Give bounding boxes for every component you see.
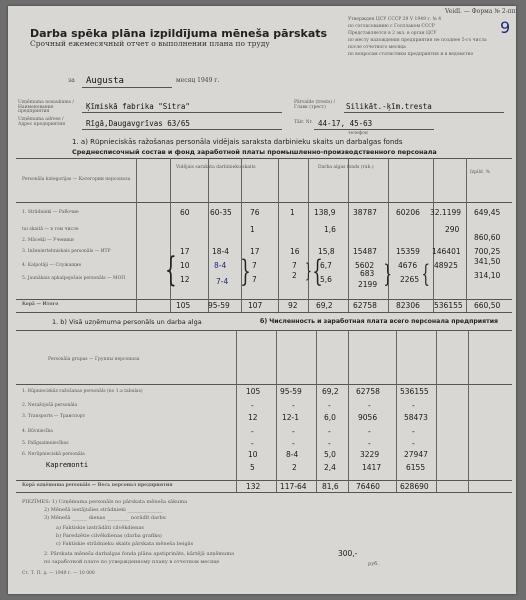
cell: - — [368, 401, 371, 410]
cell: 3229 — [360, 450, 380, 459]
row-label: Kopā — Итого — [22, 302, 59, 307]
cell: 314,10 — [474, 271, 501, 280]
row-label: 3. Transports — Транспорт — [22, 414, 86, 419]
row-label: 1. Rūpnieciskās ražošanas personāls (no 1.a tabulas) — [22, 389, 143, 394]
cell: 58473 — [404, 413, 428, 422]
cell: - — [328, 439, 331, 448]
address-label: Uzņēmuma adrese / Адрес предприятия — [18, 117, 66, 127]
form-title-lv: Darba spēka plāna izpildījuma mēneša pārskats — [30, 27, 328, 40]
cell: 12 — [180, 275, 190, 284]
cell: 2265 — [400, 275, 420, 284]
cell: - — [251, 427, 254, 436]
cell: 15487 — [353, 247, 377, 256]
repair-label: Kapremonti — [46, 461, 89, 469]
cell: 92 — [288, 301, 298, 310]
col-category-header: Personāla kategorijas — Категории персонала — [22, 177, 131, 182]
cell: 138,9 — [314, 208, 336, 217]
cell: 7 — [252, 275, 257, 284]
cell: 7 — [292, 261, 297, 270]
cell: 536155 — [400, 387, 429, 396]
cell: 12-1 — [282, 413, 300, 422]
cell: 81,6 — [322, 482, 339, 491]
enterprise-name: Ķīmiskā fabrika "Sitra" — [86, 102, 190, 111]
cell: 1 — [250, 225, 255, 234]
cell: 95-59 — [280, 387, 302, 396]
cell: 105 — [176, 301, 191, 310]
phone-value: 44-17, 45-63 — [318, 119, 373, 128]
phone-label: Tālr. Nr. — [294, 120, 313, 125]
enterprise-address: Rīgā,Daugavgrīvas 63/65 — [86, 119, 190, 128]
approval-line: Представляется в 2 экз. в орган ЦСУ — [348, 31, 437, 36]
note-line: c) Faktiskie strādnieku skaits pārskata mēneša beigās — [56, 541, 194, 547]
cell: 69,2 — [322, 387, 339, 396]
approval-line: Утвержден ЦСУ СССР 29 V 1949 г. № 4 — [348, 17, 442, 22]
cell: 290 — [445, 225, 460, 234]
cell: 15,8 — [318, 247, 335, 256]
col-fund-header: Darba algas fonds (rub.) — [318, 165, 374, 170]
cell: 2,4 — [324, 463, 336, 472]
brace-mark: { — [312, 254, 323, 289]
section1a-title-ru: Среднесписочный состав и фонд заработной платы промышленно-производственного персонала — [72, 148, 437, 156]
cell: 82306 — [396, 301, 420, 310]
cell: - — [251, 401, 254, 410]
cell: 62758 — [353, 301, 377, 310]
cell: 5602 — [355, 261, 375, 270]
row-label: tai skaitā — в том числе — [22, 227, 79, 232]
cell: 2199 — [358, 280, 378, 289]
approval-line: после отчетного месяца — [348, 45, 406, 50]
form-corner-label: Veidl. — Форма № 2-пп — [445, 8, 516, 15]
cell: - — [292, 439, 295, 448]
cell: 6155 — [406, 463, 426, 472]
cell: 683 — [360, 269, 375, 278]
cell: 649,45 — [474, 208, 501, 217]
cell: 9056 — [358, 413, 378, 422]
section1b-title-ru: б) Численность и заработная плата всего персонала предприятия — [260, 318, 499, 325]
brace-mark: { — [421, 260, 430, 288]
row-label: 6. Nerūpnieciskā personāla — [22, 452, 85, 457]
cell: 1,6 — [324, 225, 336, 234]
cell: - — [328, 427, 331, 436]
cell: 5,0 — [324, 450, 336, 459]
cell: 660,50 — [474, 301, 501, 310]
cell: 48925 — [434, 261, 458, 270]
amount-value: 300,- — [338, 549, 358, 558]
amount-unit: руб. — [368, 561, 379, 567]
cell: - — [412, 401, 415, 410]
row-label: 5. Jaunākais apkalpojošais personāls — МОП — [22, 276, 126, 281]
cell: 62758 — [356, 387, 380, 396]
cell: 5 — [250, 463, 255, 472]
brace-mark: { — [164, 250, 177, 290]
approval-line: по вопросам статистики предприятия и в ведомство — [348, 52, 474, 57]
cell: 7-4 — [216, 277, 229, 286]
brace-mark: } — [240, 254, 251, 289]
cell: 60 — [180, 208, 190, 217]
cell: 95-59 — [208, 301, 230, 310]
cell: 1 — [290, 208, 295, 217]
cell: 10 — [180, 261, 190, 270]
cell: 132 — [246, 482, 261, 491]
cell: - — [412, 439, 415, 448]
cell: 16 — [290, 247, 300, 256]
year-label: месяц 1949 г. — [176, 77, 220, 84]
row-label: 1. Strādnieki — Рабочие — [22, 210, 79, 215]
brace-mark: } — [383, 260, 392, 288]
phone-sub: телефон — [348, 131, 368, 136]
approval-line: по согласованию с Госпланом СССР — [348, 24, 435, 29]
cell: 69,2 — [316, 301, 333, 310]
cell: 60-35 — [210, 208, 232, 217]
cell: 107 — [248, 301, 263, 310]
enterprise-name-label: Uzņēmuma nosaukums / Наименование предприятия — [18, 100, 74, 114]
cell: 2 — [292, 271, 297, 280]
section1a-title-lv: 1. a) Rūpnieciskās ražošanas personāla vidējais saraksta darbinieku skaits un darbalgas fonds — [72, 138, 403, 146]
cell: 7 — [252, 261, 257, 270]
cell: 2 — [292, 463, 297, 472]
cell: 38787 — [353, 208, 377, 217]
col-pct-header: Izpild. % — [470, 170, 490, 175]
row-label: 4. Būvniecība — [22, 429, 53, 434]
cell: 536155 — [434, 301, 463, 310]
document-page — [8, 6, 516, 594]
brace-mark: } — [304, 258, 312, 282]
cell: 76 — [250, 208, 260, 217]
cell: - — [412, 427, 415, 436]
note-line: 2) Mēnešā iestājušies strādnieki ______________ — [44, 507, 163, 513]
cell: 628690 — [400, 482, 429, 491]
cell: 6,7 — [320, 261, 332, 270]
print-footer: Ст. Т. П. д. — 1949 г. — 10 000 — [22, 571, 95, 576]
note-line: 2. Pārskata mēneša darbalgas fonda plāna apstiprināts, kārtējā uzņēmuma — [44, 551, 235, 557]
trust-name: Silikāt.-ķīm.tresta — [346, 102, 432, 111]
cell: - — [328, 401, 331, 410]
col-avg-header: Vidējais saraksta darbinieku skaits — [176, 165, 256, 170]
cell: - — [292, 401, 295, 410]
cell: 8-4 — [214, 261, 227, 270]
note-line: b) Paredzētie cilvēkdienas (darba grafiks) — [56, 533, 162, 539]
cell: 17 — [250, 247, 260, 256]
cell: 341,50 — [474, 257, 501, 266]
cell: 10 — [248, 450, 258, 459]
cell: 8-4 — [286, 450, 299, 459]
note-line: PIEZĪMES: 1) Uzņēmuma personāls no pārskata mēneša sākuma — [22, 499, 188, 505]
cell: 27947 — [404, 450, 428, 459]
section1b-title-lv: 1. b) Visā uzņēmuma personāls un darba alga — [52, 318, 202, 326]
cell: 700,25 — [474, 247, 501, 256]
cell: 146401 — [432, 247, 461, 256]
cell: 1417 — [362, 463, 382, 472]
note-line: 3) Mēnešā ______ dienas _________ norādīt darbu — [44, 515, 166, 521]
row-label: Kopā uzņēmuma personāls — Весь персонал предприятия — [22, 483, 173, 488]
cell: 32.1199 — [430, 208, 462, 217]
approval-line: по месту нахождения предприятия не позднее 5-го числа — [348, 38, 487, 43]
cell: 4676 — [398, 261, 418, 270]
cell: - — [251, 439, 254, 448]
cell: 12 — [248, 413, 258, 422]
cell: - — [368, 439, 371, 448]
row-label: 2. Mācekļi — Ученики — [22, 238, 74, 243]
cell: 60206 — [396, 208, 420, 217]
row-label: 3. Inženiertehniskais personāls — ИТР — [22, 249, 111, 254]
row-label: 2. Neražojošā personāla — [22, 403, 78, 408]
cell: 5,6 — [320, 275, 332, 284]
cell: 6,0 — [324, 413, 336, 422]
note-line: по заработной плате по утвержденному плану в отчетном месяце — [44, 559, 220, 565]
form-title-ru: Срочный ежемесячный отчет о выполнении плана по труду — [30, 39, 270, 48]
cell: - — [368, 427, 371, 436]
cell: 860,60 — [474, 233, 501, 242]
month-value: Augusta — [86, 76, 124, 86]
cell: 18-4 — [212, 247, 230, 256]
row-label: 5. Palīgsaimniecības — [22, 441, 69, 446]
cell: 15359 — [396, 247, 420, 256]
col-group-header: Personāla grupas — Группы персонала — [48, 357, 140, 362]
cell: 105 — [246, 387, 261, 396]
cell: 17 — [180, 247, 190, 256]
period-label: за — [68, 77, 75, 84]
note-line: a) Faktiskie izstrādāti cilvēkdienas — [56, 525, 144, 531]
cell: 117-64 — [280, 482, 307, 491]
cell: 76460 — [356, 482, 380, 491]
trust-label: Pārvalde (trests) / Главк (трест) — [294, 100, 336, 110]
handwritten-page-number: 9 — [500, 18, 511, 37]
cell: - — [292, 427, 295, 436]
row-label: 4. Kalpotāji — Служащие — [22, 263, 82, 268]
